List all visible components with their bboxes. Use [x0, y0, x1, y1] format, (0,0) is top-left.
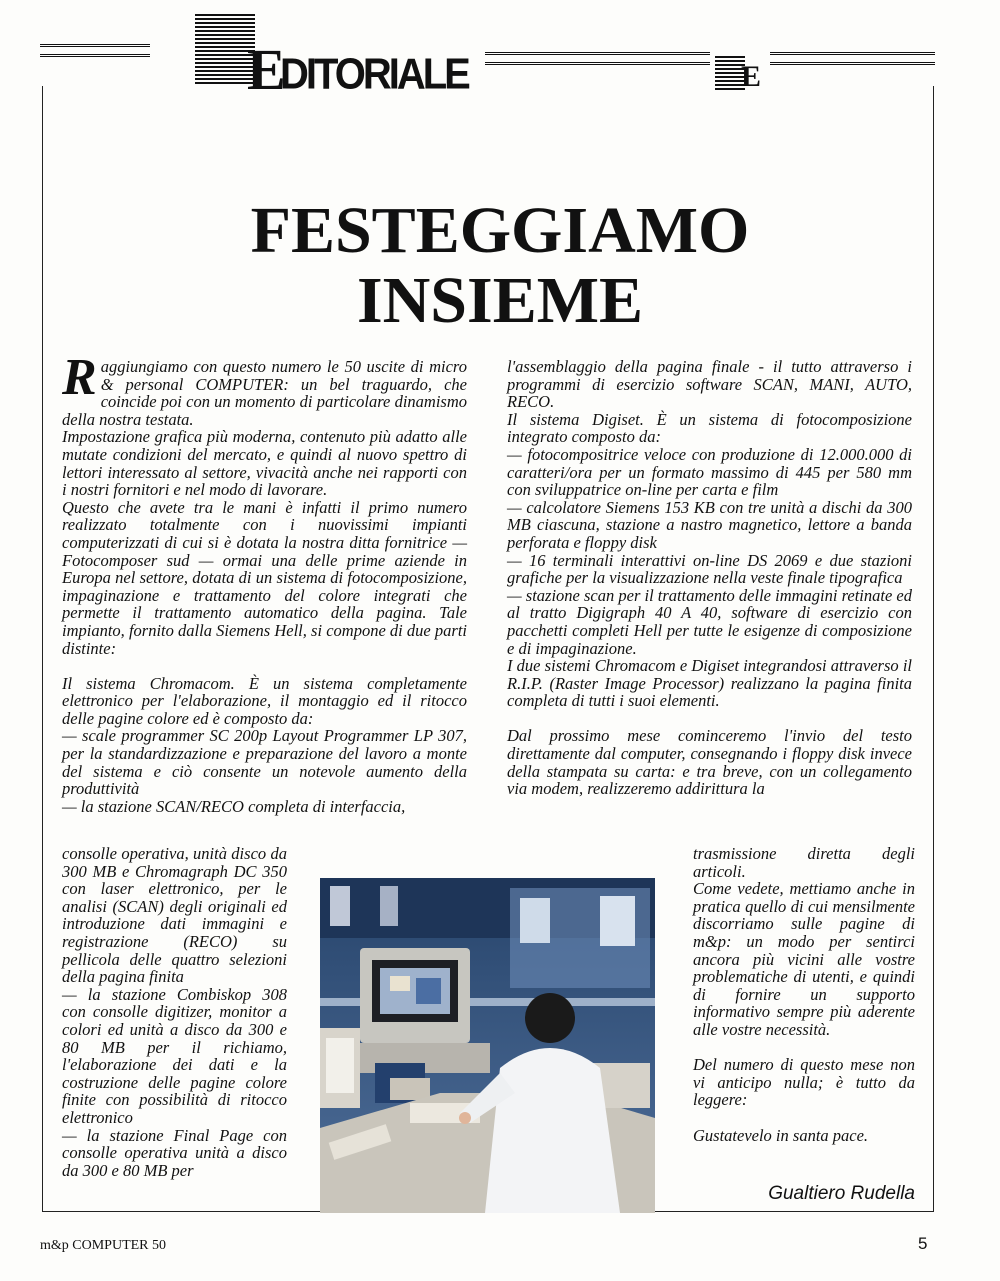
- small-e-letter: E: [741, 60, 762, 93]
- paragraph: Questo che avete tra le mani è infatti il primo numero realizzato totalmente con i nuovissimi impianti computerizzati di cui si è dotata la nostra ditta fornitrice — Fotocomposer sud — ormai una delle prime aziende in Europa nel settore, dotata di un sistema di fotocomposizione, impaginazione e trattamento del colore integrati che permette il trattamento automatico della pagina. Tale impianto, fornito dalla Siemens Hell, si compone di due parti distinte:: [62, 497, 467, 658]
- paragraph: Gustatevelo in santa pace.: [693, 1125, 869, 1145]
- paragraph: — scale programmer SC 200p Layout Programmer LP 307, per la standardizzazione e preparazione del lavoro a monte del sistema e ciò consente un notevole aumento della produttività: [62, 726, 467, 799]
- section-label: DITORIALE: [280, 50, 468, 99]
- paragraph: — stazione scan per il trattamento delle immagini retinate ed al tratto Digigraph 40 A 40, software di esercizio con pacchetti completi Hell per tutte le esigenze di composizione e di impaginazione.: [507, 585, 912, 658]
- headline-line-2: INSIEME: [356, 264, 644, 337]
- headline-line-1: FESTEGGIAMO: [250, 194, 750, 267]
- banner-rule-mid: [485, 52, 710, 59]
- paragraph: trasmissione diretta degli articoli.: [693, 844, 915, 881]
- page-number: 5: [918, 1234, 928, 1253]
- big-e-logo: [195, 14, 287, 102]
- paragraph: consolle operativa, unità disco da 300 MB e Chromagraph DC 350 con laser elettronico, per le analisi (SCAN) degli originali ed introduzione dati immagini e registrazione (RECO) su pellicola delle quattro selezioni della pagina finita: [62, 844, 287, 987]
- paragraph: — calcolatore Siemens 153 KB con tre unità a dischi da 300 MB ciascuna, stazione a nastro magnetico, lettore a banda perforata e floppy disk: [507, 497, 912, 552]
- article-column-2-narrow: [693, 845, 915, 1144]
- banner-rule-right-2: [770, 62, 935, 69]
- paragraph: Come vedete, mettiamo anche in pratica quello di cui mensilmente discorriamo sulle pagine di m&p: un modo per sentirci ancora più vicini alle vostre problematiche di utenti, e quindi di fornire un supporto informativo sempre più aderente alle vostre necessità.: [693, 879, 915, 1039]
- article-column-2: [507, 358, 912, 798]
- article-column-1: [62, 349, 467, 816]
- paragraph: — la stazione Final Page con consolle operativa unità a disco da 300 e 80 MB per: [62, 1125, 287, 1180]
- banner-rule-mid-2: [485, 62, 710, 69]
- editorial-banner: [40, 14, 935, 102]
- striped-block: [195, 14, 255, 84]
- signature: Gualtiero Rudella: [768, 1183, 915, 1204]
- banner-rule-left: [40, 44, 150, 51]
- paragraph: — fotocompositrice veloce con produzione di 12.000.000 di caratteri/ora per un formato massimo di 445 per 580 mm con sviluppatrice on-line per carta e film: [507, 444, 912, 500]
- paragraph: Del numero di questo mese non vi anticipo nulla; è tutto da leggere:: [693, 1055, 915, 1110]
- paragraph: Impostazione grafica più moderna, contenuto più adatto alle mutate condizioni del mercato, e quindi al nuovo spettro di lettori interessato al settore, vivacità anche nei rapporti con i nostri fornitori e nel modo di lavorare.: [62, 427, 467, 500]
- paragraph: — 16 terminali interattivi on-line DS 2069 e due stazioni grafiche per la visualizzazione nella veste finale tipografica: [507, 550, 912, 588]
- paragraph: Dal prossimo mese cominceremo l'invio del testo direttamente dal computer, consegnando i floppy disk invece della stampata su carta: e tra breve, con un collegamento via modem, realizzeremo addirittura la: [507, 726, 912, 799]
- big-e-letter: E: [247, 37, 284, 102]
- drop-cap: R: [62, 349, 97, 406]
- workstation-illustration: [320, 878, 655, 1213]
- workstation-photo: [320, 878, 655, 1213]
- footer-magazine-name: m&p COMPUTER 50: [40, 1238, 167, 1253]
- banner-rule-right: [770, 52, 935, 59]
- paragraph: l'assemblaggio della pagina finale - il tutto attraverso i programmi di esercizio software SCAN, MANI, AUTO, RECO.: [507, 357, 912, 412]
- paragraph: Il sistema Chromacom. È un sistema completamente elettronico per l'elaborazione, il montaggio ed il ritocco delle pagine colore ed è composto da:: [62, 673, 467, 728]
- paragraph: — la stazione SCAN/RECO completa di interfaccia,: [62, 796, 406, 816]
- article-column-1-narrow: [62, 845, 287, 1179]
- banner-rule-left-2: [40, 54, 150, 61]
- paragraph: — la stazione Combiskop 308 con consolle digitizer, monitor a colori ed unità a disco da 300 e 80 MB per il richiamo, l'elaborazione dei dati e la costruzione delle pagine colore finite con possibilità di ritocco elettronico: [62, 984, 287, 1127]
- paragraph: [62, 349, 467, 429]
- paragraph: Il sistema Digiset. È un sistema di fotocomposizione integrato composto da:: [507, 409, 912, 447]
- paragraph-text: aggiungiamo con questo numero le 50 uscite di micro & personal COMPUTER: un bel traguardo, che coincide poi con un momento di particolare dinamismo della nostra testata.: [62, 357, 467, 429]
- paragraph: I due sistemi Chromacom e Digiset integrandosi attraverso il R.I.P. (Raster Image Processor) realizzano la pagina finita completa di tutti i suoi elementi.: [507, 656, 912, 711]
